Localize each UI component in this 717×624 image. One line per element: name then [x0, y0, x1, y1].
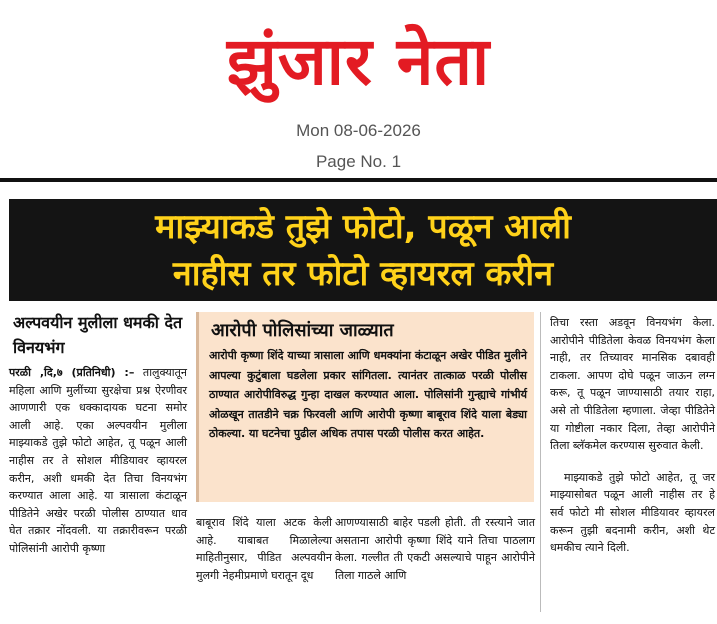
masthead-divider — [0, 178, 717, 182]
right-column-para-2: माझ्याकडे तुझे फोटो आहेत, तू जर माझ्यासोबत पळून आली नाहीस तर हे सर्व फोटो मी सोशल मीडियावर व्हायरल करून तुझी बदनामी करीन, अशी थेट धमकीच त्याने दिली. — [550, 470, 715, 555]
headline-line-2: नाहीस तर फोटो व्हायरल करीन — [172, 254, 554, 294]
dateline: परळी ,दि,७ (प्रतिनिधी) :– — [9, 366, 135, 379]
newspaper-logo: झुंजार नेता — [226, 23, 491, 100]
highlight-box — [196, 312, 534, 502]
subheading: अल्पवयीन मुलीला धमकी देत विनयभंग — [13, 313, 183, 357]
headline-line-1: माझ्याकडे तुझे फोटो, पळून आली — [155, 207, 571, 247]
left-column-body — [9, 364, 187, 558]
box-heading: आरोपी पोलिसांच्या जाळ्यात — [211, 320, 394, 341]
left-column — [9, 310, 187, 558]
column-2-text: बाबूराव शिंदे याला अटक केली आहे. याबाबत मिळालेल्या माहितीनुसार, पीडित अल्पवयीन मुलगी नेहमीप्रमाणे घरातून दूध — [196, 516, 332, 582]
left-column-text: तालुक्यातून महिला आणि मुलींच्या सुरक्षेचा प्रश्न ऐरणीवर आणणारी एक धक्कादायक घटना समोर आली आहे. एका अल्पवयीन मुलीला माझ्याकडे तुझे फोटो आहेत, तू पळून आली नाहीस तर ते सोशल मीडियावर व्हायरल करीन, अशी धमकी देत तिचा विनयभंग करण्यात आला आहे. या त्रासाला कंटाळून पीडितेने अखेर परळी पोलीस ठाण्यात धाव घेत तक्रार नोंदवली. या तक्रारीवरून परळी पोलिसांनी आरोपी कृष्णा — [9, 366, 187, 555]
box-body: आरोपी कृष्णा शिंदे याच्या त्रासाला आणि धमक्यांना कंटाळून अखेर पीडित मुलीने आपल्या कुटुंबाला घडलेला प्रकार सांगितला. त्यानंतर तात्काळ परळी पोलीस ठाण्यात आरोपीविरुद्ध गुन्हा दाखल करण्यात आला. पोलिसांनी गुन्ह्याचे गांभीर्य ओळखून तातडीने चक्र फिरवली आणि आरोपी कृष्णा बाबूराव शिंदे याला बेड्या ठोकल्या. या घटनेचा पुढील अधिक तपास परळी पोलीस करत आहेत. — [209, 349, 527, 441]
headline-banner — [9, 199, 717, 301]
publication-date: Mon 08-06-2026 — [296, 121, 421, 140]
page-number: Page No. 1 — [315, 152, 402, 171]
right-column-para-1: तिचा रस्ता अडवून विनयभंग केला. आरोपीने पीडितेला केवळ विनयभंग केला नाही, तर तिच्यावर मानसिक दबावही टाकला. आपण दोघे पळून जाऊन लग्न करू, तू पळून जाण्यासाठी तयार राहा, असे तो पीडितेला म्हणाला. जेव्हा पीडितेने या गोष्टीला नकार दिला, तेव्हा आरोपीने तिला ब्लॅकमेल करण्यास सुरुवात केली. — [550, 316, 715, 453]
column-divider — [540, 312, 541, 612]
masthead — [0, 0, 717, 178]
right-column — [550, 314, 715, 557]
column-3-text: आणण्यासाठी बाहेर पडली होती. ती रस्त्याने जात असताना आरोपी कृष्णा शिंदे याने तिचा पाठलाग केला. गल्लीत ती एकटी असल्याचे पाहून आरोपीने तिला गाठले आणि — [335, 516, 535, 582]
